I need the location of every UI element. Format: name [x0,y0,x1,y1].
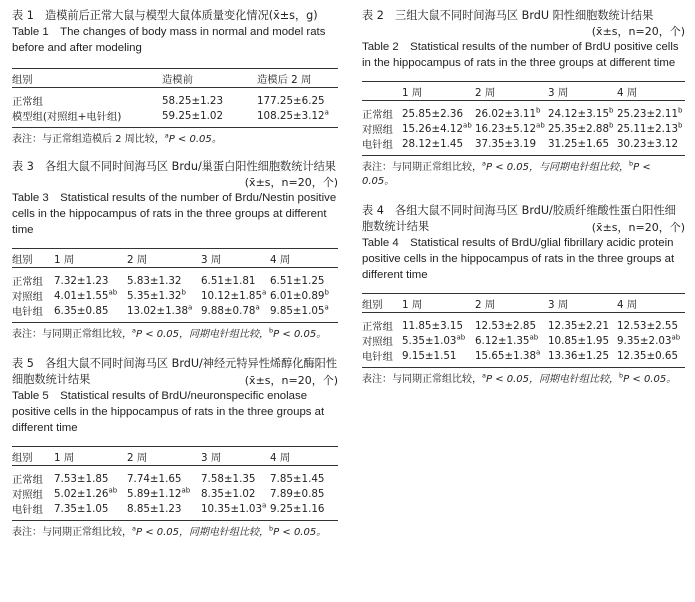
header-cell: 2 周 [127,451,148,464]
value-cell: 6.12±1.35$^{ab}$ [475,333,539,347]
table-3-footnote: 表注：与同期正常组比较，$^a$P < 0.05，同期电针组比较，$^b$P < 0.05。 [12,326,327,340]
value-cell: 177.25±6.25 [257,94,325,107]
value-cell: 5.35±1.03$^{ab}$ [402,333,466,347]
value-cell: 31.25±1.65 [548,137,610,150]
value-cell: 10.12±1.85$^a$ [201,288,267,302]
value-cell: 6.51±1.25 [270,274,325,287]
table-2-block [362,8,685,189]
group-cell: 对照组 [362,336,393,348]
table-5-footnote: 表注：与同期正常组比较，$^a$P < 0.05，同期电针组比较，$^b$P < 0.05。 [12,524,327,538]
value-cell: 12.53±2.55 [617,319,679,332]
value-cell: 15.26±4.12$^{ab}$ [402,121,472,135]
table-row [362,348,685,368]
header-cell: 3 周 [548,298,569,311]
table-header-row [362,82,685,101]
table-5-caption-zh: 表 5 各组大鼠不同时间海马区 BrdU/神经元特异性烯醇化酶阳性细胞数统计结果 [12,357,338,386]
table-row [12,88,338,109]
value-cell: 30.23±3.12 [617,137,679,150]
table-5 [12,446,338,521]
value-cell: 26.02±3.11$^b$ [475,106,541,120]
table-4-caption-en: Table 4 Statistical results of BrdU/glial fibrillary acidic protein positive cells in the hippocampus of rats in the three groups at different time [362,237,675,281]
table-5-caption-en: Table 5 Statistical results of BrdU/neuronspecific enolase positive cells in the hippocampus of rats in the three groups at different time [12,390,325,434]
value-cell: 25.11±2.13$^b$ [617,121,683,135]
value-cell: 7.74±1.65 [127,472,182,485]
value-cell: 7.35±1.05 [54,502,109,515]
table-row [362,101,685,122]
table-row [12,486,338,501]
group-cell: 正常组 [12,96,43,108]
left-column [12,0,338,540]
table-row [12,108,338,128]
header-cell: 4 周 [617,86,638,99]
table-2-caption-zh: 表 2 三组大鼠不同时间海马区 BrdU 阳性细胞数统计结果 [362,9,654,22]
header-cell: 1 周 [402,298,423,311]
group-cell: 电针组 [362,351,393,363]
value-cell: 7.32±1.23 [54,274,109,287]
value-cell: 9.85±1.05$^a$ [270,303,329,317]
table-3-caption-zh: 表 3 各组大鼠不同时间海马区 Brdu/巢蛋白阳性细胞数统计结果 [12,160,336,173]
header-cell: 2 周 [127,253,148,266]
value-cell: 58.25±1.23 [162,94,224,107]
table-1-caption-zh: 表 1 造模前后正常大鼠与模型大鼠体质量变化情况(x̄±s，g) [12,9,318,22]
table-3-caption-en: Table 3 Statistical results of the number of Brdu/Nestin positive cells in the hippocampus of rats in the three groups at different time [12,192,337,236]
header-cell: 2 周 [475,298,496,311]
value-cell: 5.35±1.32$^b$ [127,288,186,302]
header-cell: 组别 [362,298,383,311]
table-header-row [12,69,338,88]
value-cell: 25.23±2.11$^b$ [617,106,683,120]
table-3 [12,248,338,323]
table-row [12,268,338,289]
table-1-caption-en: Table 1 The changes of body mass in normal and model rats before and after modeling [12,26,326,54]
value-cell: 59.25±1.02 [162,109,224,122]
value-cell: 12.35±2.21 [548,319,610,332]
value-cell: 108.25±3.12$^a$ [257,108,329,122]
header-cell: 3 周 [201,253,222,266]
header-cell: 1 周 [54,451,75,464]
value-cell: 25.35±2.88$^b$ [548,121,614,135]
value-cell: 13.36±1.25 [548,349,610,362]
table-row [362,136,685,156]
table-header-row [362,294,685,313]
table-row [362,333,685,348]
header-cell: 组别 [12,451,33,464]
group-cell: 正常组 [362,321,393,333]
group-cell: 对照组 [12,291,43,303]
value-cell: 6.35±0.85 [54,304,109,317]
value-cell: 8.35±1.02 [201,487,256,500]
value-cell: 5.02±1.26$^{ab}$ [54,486,118,500]
value-cell: 13.02±1.38$^a$ [127,303,193,317]
table-5-caption-sub: (x̄±s，n=20，个) [244,374,338,387]
value-cell: 7.58±1.35 [201,472,256,485]
table-row [12,288,338,303]
table-4 [362,293,685,368]
table-5-block [12,356,338,540]
value-cell: 10.35±1.03$^a$ [201,501,267,515]
group-cell: 模型组(对照组+电针组) [12,111,122,123]
value-cell: 7.89±0.85 [270,487,325,500]
table-2-footnote: 表注：与同期正常组比较，$^a$P < 0.05，与同期电针组比较，$^b$P < 0.05。 [362,159,651,187]
group-cell: 电针组 [12,306,43,318]
header-cell: 1 周 [402,86,423,99]
right-column [362,0,685,387]
table-row [12,466,338,487]
table-header-row [12,249,338,268]
value-cell: 9.35±2.03$^{ab}$ [617,333,681,347]
table-4-caption-zh: 表 4 各组大鼠不同时间海马区 BrdU/胶质纤维酸性蛋白阳性细胞数统计结果 [362,204,676,233]
header-cell: 4 周 [270,451,291,464]
header-cell: 3 周 [201,451,222,464]
header-cell: 组别 [12,253,33,266]
group-cell: 电针组 [362,139,393,151]
group-cell: 正常组 [362,109,393,121]
table-3-block [12,159,338,342]
header-cell: 造模前 [162,73,193,86]
header-cell: 2 周 [475,86,496,99]
header-cell: 4 周 [270,253,291,266]
value-cell: 12.35±0.65 [617,349,679,362]
value-cell: 8.85±1.23 [127,502,182,515]
table-row [362,121,685,136]
value-cell: 6.51±1.81 [201,274,256,287]
value-cell: 6.01±0.89$^b$ [270,288,329,302]
group-cell: 对照组 [362,124,393,136]
value-cell: 9.25±1.16 [270,502,325,515]
value-cell: 11.85±3.15 [402,319,464,332]
value-cell: 15.65±1.38$^a$ [475,348,541,362]
table-1-block [12,8,338,147]
group-cell: 对照组 [12,489,43,501]
group-cell: 正常组 [12,474,43,486]
group-cell: 正常组 [12,276,43,288]
table-4-footnote: 表注：与同期正常组比较，$^a$P < 0.05，同期电针组比较，$^b$P < 0.05。 [362,371,677,385]
table-row [362,313,685,334]
header-cell: 组别 [12,73,33,86]
table-4-block [362,203,685,387]
table-row [12,501,338,521]
value-cell: 16.23±5.12$^{ab}$ [475,121,545,135]
table-row [12,303,338,323]
value-cell: 9.15±1.51 [402,349,457,362]
value-cell: 7.53±1.85 [54,472,109,485]
value-cell: 28.12±1.45 [402,137,464,150]
table-2-caption-sub: (x̄±s，n=20，个) [591,25,685,38]
table-1-footnote: 表注：与正常组造模后 2 周比较，$^a$P < 0.05。 [12,131,222,145]
value-cell: 24.12±3.15$^b$ [548,106,614,120]
value-cell: 12.53±2.85 [475,319,537,332]
value-cell: 37.35±3.19 [475,137,537,150]
value-cell: 10.85±1.95 [548,334,610,347]
value-cell: 5.83±1.32 [127,274,182,287]
value-cell: 5.89±1.12$^{ab}$ [127,486,191,500]
header-cell [362,82,402,101]
value-cell: 4.01±1.55$^{ab}$ [54,288,118,302]
table-header-row [12,447,338,466]
table-2-caption-en: Table 2 Statistical results of the number of BrdU positive cells in the hippocampus of rats in the three groups at different time [362,41,679,69]
header-cell: 1 周 [54,253,75,266]
header-cell: 3 周 [548,86,569,99]
table-3-caption-sub: (x̄±s，n=20，个) [244,176,338,189]
table-2 [362,81,685,156]
table-4-caption-sub: (x̄±s，n=20，个) [591,221,685,234]
table-1 [12,68,338,128]
value-cell: 25.85±2.36 [402,107,464,120]
header-cell: 造模后 2 周 [257,73,312,86]
value-cell: 7.85±1.45 [270,472,325,485]
header-cell: 4 周 [617,298,638,311]
value-cell: 9.88±0.78$^a$ [201,303,260,317]
group-cell: 电针组 [12,504,43,516]
